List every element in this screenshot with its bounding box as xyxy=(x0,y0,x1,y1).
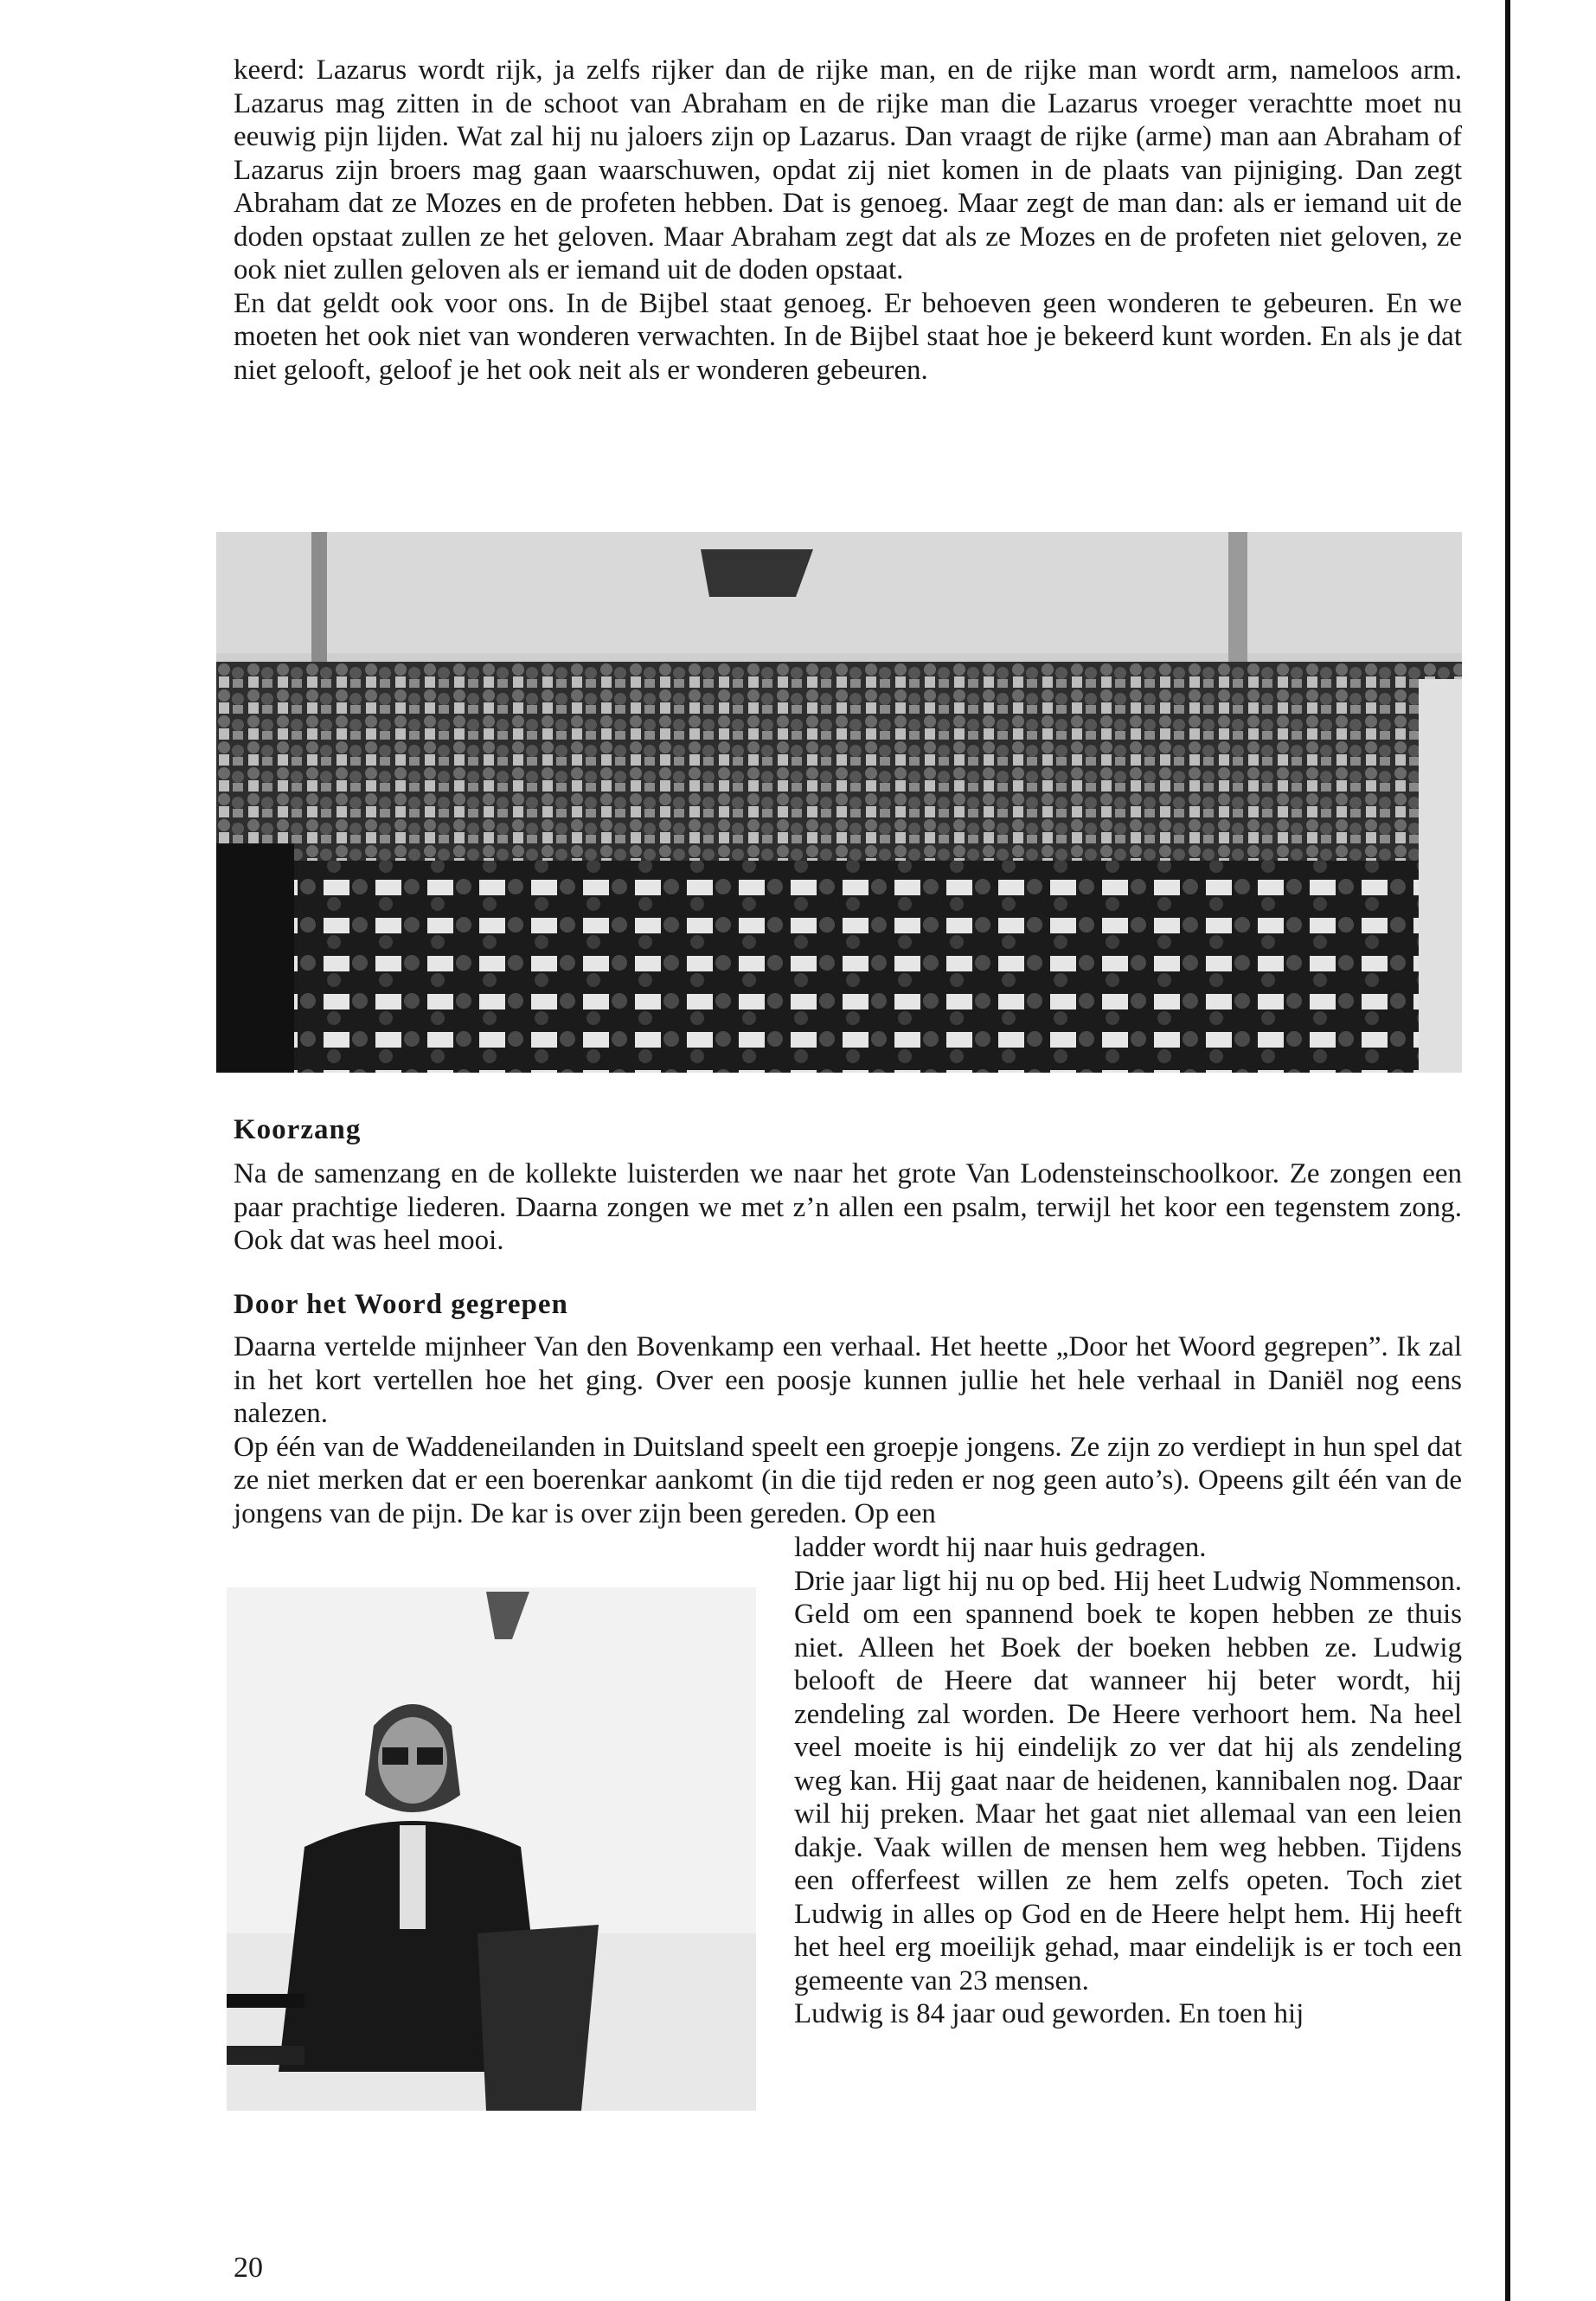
woord-column-3: Ludwig is 84 jaar oud geworden. En toen hij xyxy=(794,1998,1304,2029)
intro-paragraph-2: En dat geldt ook voor ons. In de Bijbel staat genoeg. Er behoeven geen wonderen te gebeuren. En we moeten het ook niet van wonderen verwachten. In de Bijbel staat hoe je bekeerd kunt worden. En als je dat niet gelooft, geloof je het ook neit als er wonderen gebeuren. xyxy=(234,287,1462,386)
koorzang-heading: Koorzang xyxy=(234,1114,362,1145)
woord-column-2: Drie jaar ligt hij nu op bed. Hij heet Ludwig Nommenson. Geld om een spannend boek te kopen hebben ze thuis niet. Alleen het Boek der boeken hebben ze. Ludwig belooft de Heere dat wanneer hij beter wordt, hij zendeling zal worden. De Heere verhoort hem. Na heel veel moeite is hij eindelijk zo ver dat hij als zendeling weg kan. Hij gaat naar de heidenen, kannibalen nog. Daar wil hij preken. Maar het gaat niet allemaal van een leien dakje. Vaak willen de mensen hem weg hebben. Tijdens een offerfeest willen ze hem zelfs opeten. Toch ziet Ludwig in alles op God en de Heere helpt hem. Hij heeft het heel erg moeilijk gehad, maar eindelijk is er toch een gemeente van 23 mensen. xyxy=(794,1565,1462,1997)
koorzang-section xyxy=(234,1157,1462,1258)
speaker-column xyxy=(794,1531,1462,2031)
choir-photo-image xyxy=(216,532,1462,1073)
woord-column-1: ladder wordt hij naar huis gedragen. xyxy=(794,1532,1207,1563)
woord-paragraph-2: Op één van de Waddeneilanden in Duitsland speelt een groepje jongens. Ze zijn zo verdiept in hun spel dat ze niet merken dat er een boerenkar aankomt (in die tijd reden er nog geen auto’s). Opeens gilt één van de jongens van de pijn. De kar is over zijn been gereden. Op een xyxy=(234,1431,1462,1529)
intro-paragraph: keerd: Lazarus wordt rijk, ja zelfs rijker dan de rijke man, en de rijke man wordt arm, nameloos arm. Lazarus mag zitten in de schoot van Abraham en de rijke man die Lazarus vroeger verachtte moet nu eeuwig pijn lijden. Wat zal hij nu jaloers zijn op Lazarus. Dan vraagt de rijke (arme) man aan Abraham of Lazarus zijn broers mag gaan waarschuwen, opdat zij niet komen in de plaats van pijniging. Dan zegt Abraham dat ze Mozes en de profeten hebben. Dat is genoeg. Maar zegt de man dan: als er iemand uit de doden opstaat zullen ze het geloven. Maar Abraham zegt dat als ze Mozes en de profeten niet geloven, ze ook niet zullen geloven als er iemand uit de doden opstaat. xyxy=(234,54,1462,285)
koorzang-paragraph: Na de samenzang en de kollekte luisterden we naar het grote Van Lodensteinschoolkoor. Ze zongen een paar prachtige liederen. Daarna zongen we met z’n allen een psalm, terwijl het koor een tegenstem zong. Ook dat was heel mooi. xyxy=(234,1158,1462,1256)
woord-section xyxy=(234,1330,1462,1530)
speaker-photo-image xyxy=(227,1587,756,2111)
choir-photo xyxy=(216,532,1462,1073)
page-number: 20 xyxy=(234,2252,263,2284)
woord-paragraph-1: Daarna vertelde mijnheer Van den Bovenkamp een verhaal. Het heette „Door het Woord gegrepen”. Ik zal in het kort vertellen hoe het ging. Over een poosje kunnen jullie het hele verhaal in Daniël nog eens nalezen. xyxy=(234,1331,1462,1429)
woord-heading: Door het Woord gegrepen xyxy=(234,1289,568,1320)
speaker-photo xyxy=(227,1587,756,2111)
intro-section xyxy=(234,54,1462,387)
scan-edge-line xyxy=(1505,0,1510,2301)
